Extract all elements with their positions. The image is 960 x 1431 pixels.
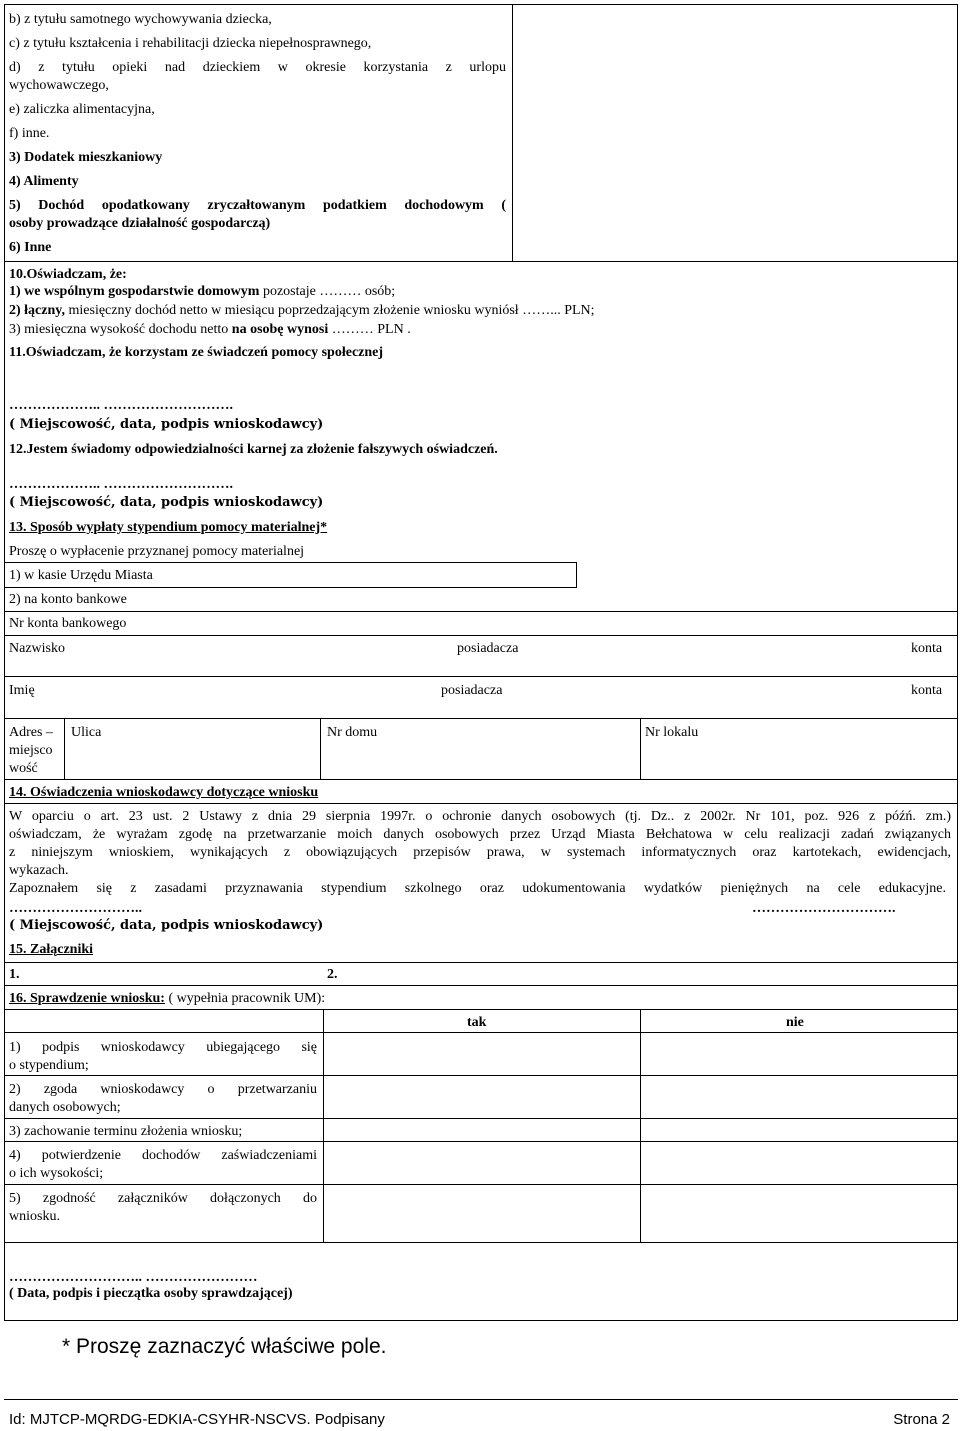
item-f: f) inne. [9, 126, 50, 141]
section-13-heading: 13. Sposób wypłaty stypendium pomocy materialnej* [9, 520, 328, 535]
item-b: b) z tytułu samotnego wychowywania dziecka, [9, 12, 272, 27]
column-no: nie [786, 1015, 804, 1030]
signature-caption-1: ( Miejscowość, data, podpis wnioskodawcy) [9, 417, 324, 432]
signature-caption-4: ( Data, podpis i pieczątka osoby sprawdzającej) [9, 1286, 293, 1301]
consent-text: oświadczam, że wyrażam zgodę na przetwarzanie moich danych osobowych przez Urząd Miasta Bełchatowa w celu realizacji zadań związanych [9, 827, 951, 842]
consent-rules-text: Zapoznałem się z zasadami przyznawania stypendium szkolnego oraz udokumentowania wydatków pieniężnych na cele edukacyjne. [9, 881, 946, 896]
signature-caption-3: ( Miejscowość, data, podpis wnioskodawcy) [9, 918, 324, 933]
section-16-heading [9, 990, 325, 1007]
page-number: Strona 2 [893, 1411, 950, 1428]
statement-per-person-a: 3) miesięczna wysokość dochodu netto [9, 322, 232, 337]
footnote: * Proszę zaznaczyć właściwe pole. [62, 1335, 387, 1358]
section-14-heading: 14. Oświadczenia wnioskodawcy dotyczące wniosku [9, 785, 319, 800]
statement-income-rest: miesięczny dochód netto w miesiącu poprzedzającym złożenie wniosku wyniósł ……... PLN; [65, 303, 595, 318]
rule [4, 985, 958, 986]
footer-rule [4, 1399, 958, 1400]
flat-number-field[interactable]: Nr lokalu [645, 725, 699, 740]
holder-firstname-label: Imię [9, 683, 35, 698]
consent-text: W oparciu o art. 23 ust. 2 Ustawy z dnia 29 sierpnia 1997r. o ochronie danych osobowych (tj. Dz.. z 2002r. Nr 101, poz. 926 z późń. zm.) [9, 809, 951, 824]
rule [4, 803, 958, 804]
check-item-1: 1) podpis wnioskodawcy ubiegającego się [9, 1040, 317, 1055]
rule [4, 4, 958, 5]
item-e: e) zaliczka alimentacyjna, [9, 102, 155, 117]
signature-dots-3: ……………………….. [9, 901, 142, 916]
item-5-line2: osoby prowadzące działalność gospodarczą) [9, 216, 271, 231]
rule [640, 718, 641, 779]
rule [4, 562, 577, 563]
consent-text: wykazach. [9, 863, 69, 878]
section-15-heading: 15. Załączniki [9, 942, 94, 957]
signature-dots-5: ……………………….. …………………… [9, 1270, 258, 1285]
rule [4, 718, 958, 719]
holder-surname-label: posiadacza [457, 641, 519, 656]
rule [4, 1242, 958, 1243]
rule [4, 1075, 958, 1076]
signature-dots-1: ……………….. ………………………. [9, 398, 233, 413]
item-3: 3) Dodatek mieszkaniowy [9, 150, 163, 165]
attachment-1: 1. [9, 967, 20, 982]
address-label: wość [9, 761, 38, 776]
rule [4, 587, 577, 588]
section-16-note: ( wypełnia pracownik UM): [164, 991, 326, 1006]
rule [4, 1118, 958, 1119]
holder-firstname-label: konta [911, 683, 943, 698]
statement-per-person-bold: na osobę wynosi [231, 322, 329, 337]
signature-dots-2: ……………….. ………………………. [9, 477, 233, 492]
check-item-4: o ich wysokości; [9, 1166, 104, 1181]
address-label: miejsco [9, 743, 53, 758]
statement-household-rest: pozostaje ……… osób; [259, 284, 396, 299]
statement-per-person-c: ……… PLN . [328, 322, 411, 337]
holder-surname-label: konta [911, 641, 943, 656]
check-item-4: 4) potwierdzenie dochodów zaświadczeniami [9, 1148, 317, 1163]
rule [4, 779, 958, 780]
bank-account-field[interactable]: Nr konta bankowego [9, 616, 127, 631]
document-id: Id: MJTCP-MQRDG-EDKIA-CSYHR-NSCVS. Podpisany [9, 1411, 385, 1428]
check-item-2: danych osobowych; [9, 1100, 121, 1115]
section-10-heading: 10.Oświadczam, że: [9, 267, 127, 282]
rule [4, 611, 958, 612]
rule [4, 1141, 958, 1142]
rule [64, 718, 65, 779]
rule [4, 635, 958, 636]
section-16-title: 16. Sprawdzenie wniosku: [9, 991, 165, 1006]
rule [4, 261, 958, 262]
street-field[interactable]: Ulica [71, 725, 102, 740]
payment-option-cash[interactable]: 1) w kasie Urzędu Miasta [9, 568, 153, 583]
item-d-line2: wychowawczego, [9, 78, 109, 93]
check-item-2: 2) zgoda wnioskodawcy o przetwarzaniu [9, 1082, 317, 1097]
check-item-5: 5) zgodność załączników dołączonych do [9, 1191, 317, 1206]
item-c: c) z tytułu kształcenia i rehabilitacji dziecka niepełnosprawnego, [9, 36, 372, 51]
rule [4, 1009, 958, 1010]
consent-text: z niniejszym wnioskiem, wynikających z obowiązujących przepisów prawa, w systemach informatycznych oraz kartotekach, ewidencjach, [9, 845, 951, 860]
address-label: Adres – [9, 725, 53, 740]
item-5-line1: 5) Dochód opodatkowany zryczałtowanym podatkiem dochodowym ( [9, 198, 506, 213]
statement-per-person [9, 321, 411, 338]
section-12-heading: 12.Jestem świadomy odpowiedzialności karnej za złożenie fałszywych oświadczeń. [9, 442, 498, 457]
holder-surname-label: Nazwisko [9, 641, 65, 656]
item-d-line1: d) z tytułu opieki nad dzieckiem w okresie korzystania z urlopu [9, 60, 506, 75]
holder-firstname-label: posiadacza [441, 683, 503, 698]
rule [4, 676, 958, 677]
check-item-3: 3) zachowanie terminu złożenia wniosku; [9, 1124, 243, 1139]
payment-option-bank[interactable]: 2) na konto bankowe [9, 592, 127, 607]
check-cell-no[interactable] [641, 1033, 956, 1075]
signature-caption-2: ( Miejscowość, data, podpis wnioskodawcy) [9, 495, 324, 510]
payment-request: Proszę o wypłacenie przyznanej pomocy materialnej [9, 544, 305, 559]
statement-household-bold: 1) we wspólnym gospodarstwie domowym [9, 284, 260, 299]
column-yes: tak [467, 1015, 487, 1030]
item-6: 6) Inne [9, 240, 52, 255]
rule [4, 1320, 958, 1321]
statement-income [9, 302, 595, 319]
rule [512, 4, 513, 261]
rule [4, 4, 5, 1320]
rule [320, 718, 321, 779]
signature-dots-4: …………………………. [752, 901, 896, 916]
item-4: 4) Alimenty [9, 174, 79, 189]
rule [4, 1184, 958, 1185]
statement-income-bold: 2) łączny, [9, 303, 65, 318]
check-cell-yes[interactable] [324, 1033, 639, 1075]
statement-household [9, 283, 395, 300]
rule [4, 962, 958, 963]
rule [576, 562, 577, 587]
attachment-2: 2. [327, 967, 338, 982]
check-item-5: wniosku. [9, 1209, 60, 1224]
rule [957, 4, 958, 1320]
check-item-1: o stypendium; [9, 1058, 89, 1073]
house-number-field[interactable]: Nr domu [327, 725, 378, 740]
section-11-heading: 11.Oświadczam, że korzystam ze świadczeń pomocy społecznej [9, 345, 384, 360]
